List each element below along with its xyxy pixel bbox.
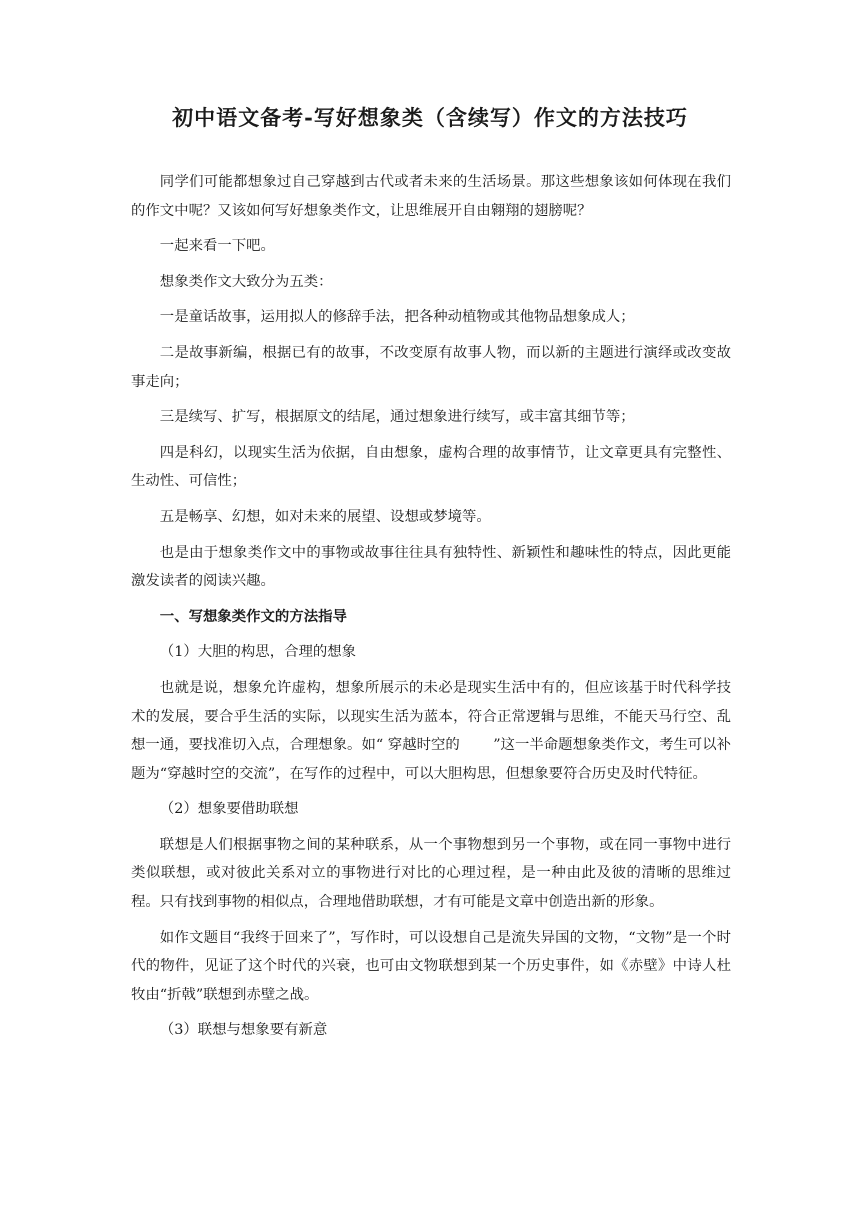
- document-body: [131, 168, 731, 1052]
- intro-paragraph: 同学们可能都想象过自己穿越到古代或者未来的生活场景。那这些想象该如何体现在我们的作文中呢？又该如何写好想象类作文，让思维展开自由翱翔的翅膀呢？: [131, 174, 731, 219]
- category-item: 一是童话故事，运用拟人的修辞手法，把各种动植物或其他物品想象成人；: [159, 309, 635, 326]
- category-item: 四是科幻，以现实生活为依据，自由想象，虚构合理的故事情节，让文章更具有完整性、生动性、可信性；: [131, 444, 731, 490]
- subsection-heading: （2）想象要借助联想: [159, 801, 299, 818]
- subsection-text: 联想是人们根据事物之间的某种联系，从一个事物想到另一个事物，或在同一事物中进行类似联想，或对彼此关系对立的事物进行对比的心理过程，是一种由此及彼的清晰的思维过程。只有找到事物的相似点，合理地借助联想，才有可能是文章中创造出新的形象。: [131, 836, 731, 911]
- subsection-text: 也就是说，想象允许虚构，想象所展示的未必是现实生活中有的，但应该基于时代科学技术的发展，要合乎生活的实际，以现实生活为蓝本，符合正常逻辑与思维，不能天马行空、乱想一通，要找准切入点，合理想象。如“ 穿越时空的 ”这一半命题想象类作文，考生可以补题为“穿越时空的交流”，在写作的过程中，可以大胆构思，但想象要符合历史及时代特征。: [131, 679, 731, 782]
- category-intro: 想象类作文大致分为五类：: [159, 273, 333, 290]
- subsection-heading: （3）联想与想象要有新意: [159, 1022, 328, 1039]
- subsection-text: 如作文题目“我终于回来了”，写作时，可以设想自己是流失异国的文物，“文物”是一个时代的物件，见证了这个时代的兴衰，也可由文物联想到某一个历史事件，如《赤壁》中诗人杜牧由“折戟”联想到赤壁之战。: [131, 929, 731, 1003]
- document-title: 初中语文备考-写好想象类（含续写）作文的方法技巧: [172, 105, 688, 130]
- subsection-heading: （1）大胆的构思，合理的想象: [159, 644, 357, 661]
- category-item: 五是畅享、幻想，如对未来的展望、设想或梦境等。: [159, 508, 491, 525]
- intro-paragraph: 一起来看一下吧。: [159, 238, 275, 255]
- section-heading: 一、写想象类作文的方法指导: [159, 607, 347, 625]
- summary-paragraph: 也是由于想象类作文中的事物或故事往往具有独特性、新颖性和趣味性的特点，因此更能激发读者的阅读兴趣。: [131, 544, 731, 590]
- category-item: 三是续写、扩写，根据原文的结尾，通过想象进行续写，或丰富其细节等；: [159, 409, 635, 426]
- category-item: 二是故事新编，根据已有的故事，不改变原有故事人物，而以新的主题进行演绎或改变故事走向；: [131, 344, 731, 390]
